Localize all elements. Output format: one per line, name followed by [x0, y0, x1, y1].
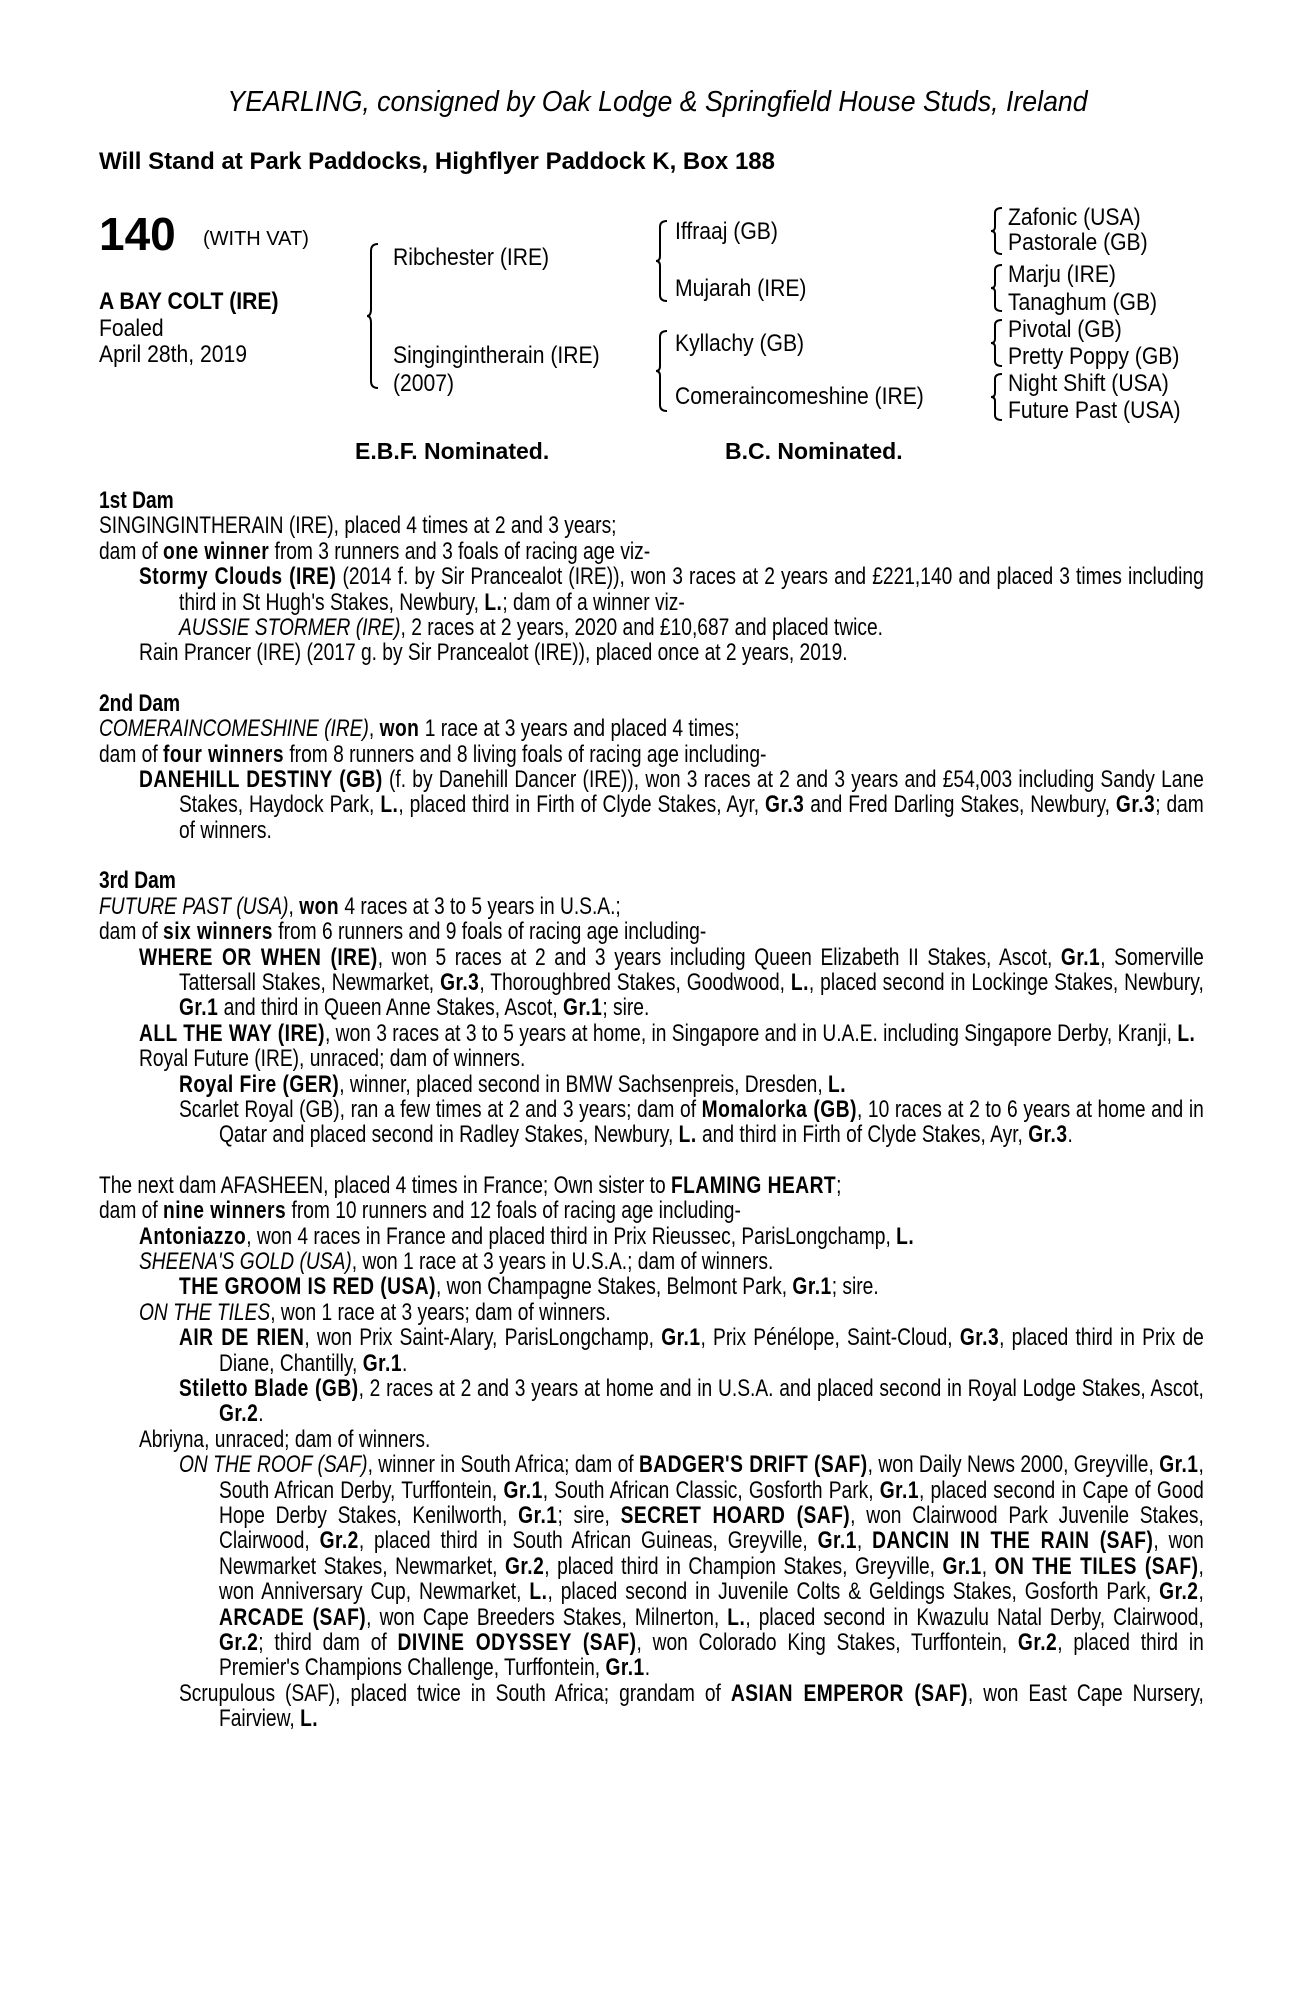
- produce-entry: [99, 945, 1204, 1021]
- brace-icon: [990, 373, 1004, 421]
- produce-entry: [99, 513, 1204, 538]
- text: , won 5 races at 2 and 3 years including Queen Elizabeth II Stakes, Ascot,: [377, 943, 1061, 971]
- produce-entry: [99, 640, 1204, 665]
- bold-text: L.: [790, 968, 809, 996]
- italic-text: SHEENA'S GOLD (USA): [139, 1247, 352, 1275]
- dam-section: [99, 868, 1204, 1147]
- brace-icon: [655, 220, 669, 302]
- bold-text: L.: [896, 1222, 915, 1250]
- bold-text: ARCADE (SAF): [219, 1603, 367, 1631]
- text: , won Cape Breeders Stakes, Milnerton,: [366, 1603, 728, 1631]
- text: , 10 races at 2 to 6 years at home and in Qatar and placed second in Radley Stakes, Newbury,: [219, 1095, 1204, 1149]
- brace-icon: [655, 330, 669, 412]
- text: dam of: [99, 537, 164, 565]
- bold-text: Gr.1: [1060, 943, 1101, 971]
- pedigree-grandparent: Pretty Poppy (GB): [1008, 343, 1180, 370]
- produce-entry: [99, 1376, 1204, 1427]
- produce-entry: [99, 1072, 1204, 1097]
- text: from 6 runners and 9 foals of racing age including-: [272, 918, 707, 946]
- text: and third in Firth of Clyde Stakes, Ayr,: [696, 1121, 1029, 1149]
- pedigree-sire: Ribchester (IRE): [393, 244, 550, 271]
- text: .: [1067, 1121, 1073, 1149]
- bold-text: Gr.1: [879, 1476, 920, 1504]
- italic-text: ON THE ROOF (SAF): [179, 1451, 368, 1479]
- bold-text: Gr.1: [942, 1552, 982, 1580]
- text: ,: [288, 892, 300, 920]
- produce-entry: [99, 1681, 1204, 1732]
- text: ; sire,: [557, 1502, 621, 1530]
- text: from 10 runners and 12 foals of racing age including-: [286, 1197, 741, 1225]
- text: from 8 runners and 8 living foals of racing age including-: [284, 740, 767, 768]
- bold-text: nine winners: [163, 1197, 287, 1225]
- text: , won Champagne Stakes, Belmont Park,: [435, 1273, 793, 1301]
- bold-text: Gr.1: [563, 994, 603, 1022]
- horse-description: A BAY COLT (IRE): [99, 288, 279, 315]
- section-heading: 2nd Dam: [99, 689, 181, 717]
- text: , Prix Pénélope, Saint-Cloud,: [700, 1324, 960, 1352]
- bold-text: L.: [1177, 1019, 1196, 1047]
- text: dam of: [99, 1197, 164, 1225]
- text: Scrupulous (SAF), placed twice in South Africa; grandam of: [179, 1679, 731, 1707]
- text: , won Colorado King Stakes, Turffontein,: [636, 1629, 1018, 1657]
- produce-entry: [99, 1198, 1204, 1223]
- text: ; dam of a winner viz-: [502, 588, 685, 616]
- bold-text: Gr.1: [179, 994, 219, 1022]
- text: SINGINGINTHERAIN (IRE), placed 4 times at 2 and 3 years;: [99, 512, 617, 540]
- bold-text: won: [299, 892, 340, 920]
- bold-text: Gr.1: [362, 1349, 402, 1377]
- text: , won Clairwood Park Juvenile Stakes, Clairwood,: [219, 1502, 1204, 1555]
- text: ,: [981, 1552, 995, 1580]
- text: , placed third in Premier's Champions Challenge, Turffontein,: [219, 1629, 1204, 1682]
- text: , placed second in Lockinge Stakes, Newbury,: [808, 968, 1204, 996]
- bold-text: Gr.1: [605, 1654, 645, 1682]
- bold-text: Gr.3: [959, 1324, 1000, 1352]
- pedigree-grandparent: Zafonic (USA): [1008, 204, 1141, 231]
- produce-entry: [99, 1452, 1204, 1681]
- text: Royal Future (IRE), unraced; dam of winners.: [139, 1045, 526, 1073]
- stand-location: Will Stand at Park Paddocks, Highflyer Paddock K, Box 188: [99, 148, 775, 175]
- bold-text: Gr.3: [440, 968, 480, 996]
- text: , won East Cape Nursery, Fairview,: [219, 1679, 1204, 1733]
- text: , won Anniversary Cup, Newmarket,: [219, 1552, 1204, 1606]
- bold-text: Gr.1: [518, 1502, 558, 1530]
- bold-text: Gr.2: [1017, 1629, 1058, 1657]
- catalogue-title: [0, 86, 1314, 119]
- text: ,: [856, 1527, 873, 1555]
- pedigree-grandparent: Future Past (USA): [1008, 397, 1181, 424]
- text: ; sire.: [602, 994, 650, 1022]
- bold-text: six winners: [163, 918, 273, 946]
- produce-entry: [99, 1325, 1204, 1376]
- dam-section: [99, 691, 1204, 843]
- bold-text: Antoniazzo: [139, 1222, 247, 1250]
- bold-text: Gr.2: [219, 1629, 259, 1657]
- bold-text: L.: [300, 1705, 319, 1733]
- pedigree-dam-year: (2007): [393, 370, 455, 397]
- produce-entry: [99, 767, 1204, 843]
- text: , placed third in South African Guineas, Greyville,: [358, 1527, 818, 1555]
- bold-text: Gr.1: [817, 1527, 857, 1555]
- produce-entry: [99, 1021, 1204, 1046]
- text: , won 4 races in France and placed third in Prix Rieussec, ParisLongchamp,: [246, 1222, 897, 1250]
- bc-nominated: B.C. Nominated.: [725, 438, 903, 464]
- bold-text: Gr.2: [505, 1552, 545, 1580]
- bold-text: won: [379, 715, 420, 743]
- vat-note: (WITH VAT): [203, 228, 309, 250]
- bold-text: SECRET HOARD (SAF): [620, 1502, 851, 1530]
- dam-section: [99, 488, 1204, 666]
- text: ; dam of winners.: [179, 791, 1204, 844]
- text: .: [258, 1400, 264, 1428]
- text: , placed third in Prix de Diane, Chantilly,: [219, 1324, 1204, 1377]
- produce-entry: [99, 716, 1204, 741]
- brace-icon: [990, 207, 1004, 255]
- ebf-nominated: E.B.F. Nominated.: [355, 438, 550, 464]
- title-text: YEARLING, consigned by Oak Lodge & Springfield House Studs, Ireland: [226, 86, 1088, 118]
- text: ; third dam of: [258, 1629, 398, 1657]
- produce-entry: [99, 894, 1204, 919]
- text: , won 1 race at 3 years; dam of winners.: [270, 1298, 611, 1326]
- text: , winner, placed second in BMW Sachsenpreis, Dresden,: [339, 1070, 829, 1098]
- text: Rain Prancer (IRE) (2017 g. by Sir Prancealot (IRE)), placed once at 2 years, 2019.: [139, 639, 848, 667]
- pedigree-sire-dam: Mujarah (IRE): [675, 275, 807, 302]
- bold-text: Gr.3: [1115, 791, 1156, 819]
- bold-text: BADGER'S DRIFT (SAF): [638, 1451, 868, 1479]
- text: .: [402, 1349, 408, 1377]
- bold-text: L.: [484, 588, 503, 616]
- pedigree-sire-sire: Iffraaj (GB): [675, 218, 778, 245]
- text: from 3 runners and 3 foals of racing age viz-: [269, 537, 651, 565]
- dam-section: [99, 1173, 1204, 1732]
- text: , placed third in Champion Stakes, Greyville,: [544, 1552, 943, 1580]
- bold-text: Stormy Clouds (IRE): [139, 563, 337, 591]
- bold-text: Gr.2: [1159, 1578, 1199, 1606]
- text: , placed second in Juvenile Colts & Geldings Stakes, Gosforth Park,: [547, 1578, 1160, 1606]
- bold-text: four winners: [163, 740, 285, 768]
- brace-icon: [990, 264, 1004, 312]
- bold-text: Gr.2: [319, 1527, 359, 1555]
- text: ,: [368, 715, 380, 743]
- text: and Fred Darling Stakes, Newbury,: [804, 791, 1116, 819]
- text: , won 3 races at 3 to 5 years at home, in Singapore and in U.A.E. including Singapore Derby, Kranji,: [324, 1019, 1178, 1047]
- section-heading: 3rd Dam: [99, 867, 176, 895]
- lot-number: 140: [99, 208, 176, 260]
- produce-entry: [99, 539, 1204, 564]
- bold-text: THE GROOM IS RED (USA): [179, 1273, 436, 1301]
- bold-text: WHERE OR WHEN (IRE): [139, 943, 378, 971]
- text: , won Daily News 2000, Greyville,: [867, 1451, 1160, 1479]
- italic-text: FUTURE PAST (USA): [99, 892, 289, 920]
- bold-text: ALL THE WAY (IRE): [139, 1019, 325, 1047]
- bold-text: DIVINE ODYSSEY (SAF): [397, 1629, 637, 1657]
- text: , 2 races at 2 and 3 years at home and in U.S.A. and placed second in Royal Lodge Stakes, Ascot,: [358, 1375, 1204, 1402]
- bold-text: Gr.3: [765, 791, 805, 819]
- pedigree-grandparent: Tanaghum (GB): [1008, 289, 1158, 316]
- bold-text: Gr.2: [219, 1400, 259, 1428]
- bold-text: Stiletto Blade (GB): [179, 1375, 359, 1402]
- text: , Somerville Tattersall Stakes, Newmarket,: [179, 943, 1204, 996]
- bold-text: FLAMING HEART: [670, 1171, 837, 1199]
- text: , South African Derby, Turffontein,: [219, 1451, 1204, 1504]
- brace-icon: [990, 319, 1004, 367]
- bold-text: Momalorka (GB): [701, 1095, 857, 1123]
- text: , placed second in Kwazulu Natal Derby, Clairwood,: [745, 1603, 1204, 1631]
- text: , won 1 race at 3 years in U.S.A.; dam of winners.: [351, 1247, 774, 1275]
- text: (f. by Danehill Dancer (IRE)), won 3 races at 2 and 3 years and £54,003 including Sandy Lane Stakes, Haydock Park,: [179, 766, 1204, 819]
- foaled-label: Foaled: [99, 315, 164, 342]
- produce-entry: [99, 1300, 1204, 1325]
- bold-text: L.: [727, 1603, 746, 1631]
- bold-text: Royal Fire (GER): [179, 1070, 340, 1098]
- pedigree-grandparent: Pivotal (GB): [1008, 316, 1122, 343]
- pedigree-dam: Singingintherain (IRE): [393, 342, 600, 369]
- brace-icon: [366, 243, 380, 389]
- bold-text: L.: [529, 1578, 548, 1606]
- bold-text: L.: [380, 791, 399, 819]
- produce-entry: [99, 1274, 1204, 1299]
- dam-line-details: [99, 488, 1204, 1757]
- bold-text: DANEHILL DESTINY (GB): [139, 766, 383, 794]
- text: ,: [1198, 1578, 1204, 1606]
- text: (2014 f. by Sir Prancealot (IRE)), won 3 races at 2 years and £221,140 and placed 3 times including third in St Hugh's Stakes, Newbury,: [179, 563, 1204, 616]
- produce-entry: [99, 1173, 1204, 1198]
- text: Abriyna, unraced; dam of winners.: [139, 1425, 431, 1453]
- produce-entry: [99, 564, 1204, 615]
- text: , South African Classic, Gosforth Park,: [542, 1476, 880, 1504]
- text: dam of: [99, 918, 164, 946]
- bold-text: Gr.1: [1159, 1451, 1199, 1479]
- text: 1 race at 3 years and placed 4 times;: [419, 715, 740, 743]
- bold-text: L.: [678, 1121, 697, 1149]
- produce-entry: [99, 919, 1204, 944]
- bold-text: Gr.1: [503, 1476, 543, 1504]
- bold-text: Gr.1: [661, 1324, 701, 1352]
- bold-text: AIR DE RIEN: [179, 1324, 305, 1352]
- pedigree-grandparent: Pastorale (GB): [1008, 229, 1148, 256]
- bold-text: ASIAN EMPEROR (SAF): [730, 1679, 968, 1707]
- bold-text: one winner: [163, 537, 270, 565]
- pedigree-dam-sire: Kyllachy (GB): [675, 330, 805, 357]
- text: , winner in South Africa; dam of: [367, 1451, 639, 1479]
- text: and third in Queen Anne Stakes, Ascot,: [218, 994, 564, 1022]
- section-heading: 1st Dam: [99, 487, 174, 514]
- text: Scarlet Royal (GB), ran a few times at 2 and 3 years; dam of: [179, 1095, 702, 1123]
- foaled-date: April 28th, 2019: [99, 341, 247, 368]
- produce-entry: [99, 1249, 1204, 1274]
- bold-text: ON THE TILES (SAF): [994, 1552, 1199, 1580]
- bold-text: Gr.1: [792, 1273, 832, 1301]
- produce-entry: [99, 742, 1204, 767]
- text: dam of: [99, 740, 164, 768]
- pedigree-grandparent: Night Shift (USA): [1008, 370, 1169, 397]
- pedigree-grandparent: Marju (IRE): [1008, 261, 1116, 288]
- text: ; sire.: [831, 1273, 879, 1301]
- produce-entry: [99, 1224, 1204, 1249]
- text: , won Prix Saint-Alary, ParisLongchamp,: [304, 1324, 662, 1352]
- text: ;: [836, 1171, 842, 1199]
- pedigree-dam-dam: Comeraincomeshine (IRE): [675, 383, 924, 410]
- italic-text: ON THE TILES: [139, 1298, 271, 1326]
- text: , won Newmarket Stakes, Newmarket,: [219, 1527, 1204, 1580]
- italic-text: COMERAINCOMESHINE (IRE): [99, 715, 369, 743]
- text: , placed second in Cape of Good Hope Derby Stakes, Kenilworth,: [219, 1476, 1204, 1530]
- produce-entry: [99, 1046, 1204, 1071]
- text: The next dam AFASHEEN, placed 4 times in France; Own sister to: [99, 1171, 671, 1199]
- produce-entry: [99, 1097, 1204, 1148]
- italic-text: AUSSIE STORMER (IRE): [179, 614, 401, 642]
- text: , Thoroughbred Stakes, Goodwood,: [479, 968, 791, 996]
- bold-text: Gr.3: [1028, 1121, 1068, 1149]
- produce-entry: [99, 615, 1204, 640]
- bold-text: DANCIN IN THE RAIN (SAF): [872, 1527, 1154, 1555]
- text: .: [644, 1654, 651, 1682]
- text: 4 races at 3 to 5 years in U.S.A.;: [339, 892, 621, 920]
- text: , 2 races at 2 years, 2020 and £10,687 and placed twice.: [400, 614, 884, 642]
- bold-text: L.: [828, 1070, 847, 1098]
- text: , placed third in Firth of Clyde Stakes, Ayr,: [398, 791, 766, 819]
- produce-entry: [99, 1427, 1204, 1452]
